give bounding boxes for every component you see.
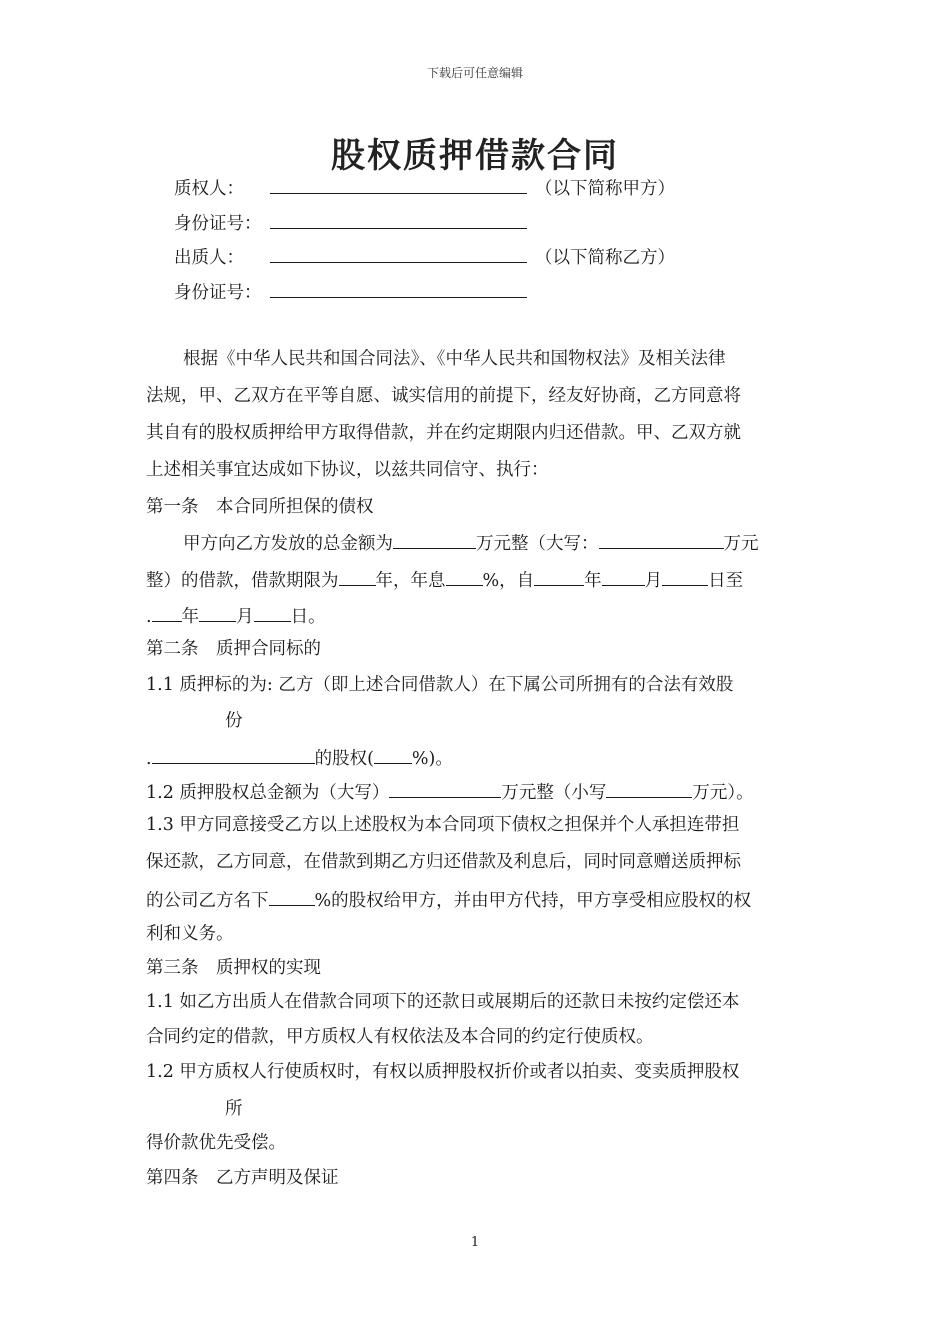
term-blank[interactable] <box>339 565 376 586</box>
text: . <box>146 607 152 627</box>
text: . <box>146 749 152 769</box>
preamble-line: 上述相关事宜达成如下协议，以兹共同信守、执行： <box>146 460 549 480</box>
clause-2-3-line-4: 利和义务。 <box>146 924 234 944</box>
preamble-line: 根据《中华人民共和国合同法》、《中华人民共和国物权法》及相关法律 <box>183 349 726 369</box>
text: 整）的借款，借款期限为 <box>146 571 339 591</box>
text: 年 <box>181 607 200 627</box>
company-blank[interactable] <box>152 743 315 764</box>
text: 万元 <box>723 534 759 554</box>
text: 甲方向乙方发放的总金额为 <box>183 534 393 554</box>
pledgor-blank[interactable] <box>270 242 527 263</box>
article-2-heading: 第二条 质押合同标的 <box>146 639 321 659</box>
header-note: 下载后可任意编辑 <box>426 66 523 80</box>
text: 日。 <box>290 607 326 627</box>
clause-2-1-wrap: 份 <box>225 711 243 731</box>
clause-2-3: 保还款，乙方同意，在借款到期乙方归还借款及利息后，同时同意赠送质押标 <box>146 852 741 872</box>
id1-row <box>174 208 527 234</box>
clause-2-3-line-3 <box>146 885 751 911</box>
id1-blank[interactable] <box>270 208 527 229</box>
start-day-blank[interactable] <box>662 565 708 586</box>
text: %的股权给甲方，并由甲方代持，甲方享受相应股权的权 <box>314 891 752 911</box>
article-1-line-2 <box>146 565 743 591</box>
pledge-amount-figures-blank[interactable] <box>606 777 692 798</box>
text: 万元）。 <box>692 783 754 803</box>
pledgor-label: 出质人： <box>174 248 244 268</box>
end-year-blank[interactable] <box>152 601 182 622</box>
clause-3-1: 1.1 如乙方出质人在借款合同项下的还款日或展期后的还款日未按约定偿还本 <box>146 992 740 1012</box>
clause-3-2-wrap: 所 <box>225 1099 243 1119</box>
id1-label: 身份证号： <box>174 214 262 234</box>
start-month-blank[interactable] <box>602 565 645 586</box>
article-1-heading: 第一条 本合同所担保的债权 <box>146 497 374 517</box>
pledgee-row <box>174 173 675 199</box>
interest-blank[interactable] <box>446 565 483 586</box>
clause-3-2-line-3: 得价款优先受偿。 <box>146 1133 286 1153</box>
amount-words-blank[interactable] <box>599 528 724 549</box>
text: 1.2 质押股权总金额为（大写） <box>146 783 390 803</box>
pledgee-label: 质权人： <box>174 179 244 199</box>
article-3-heading: 第三条 质押权的实现 <box>146 958 321 978</box>
text: 万元整（小写 <box>501 783 607 803</box>
text: %)。 <box>411 749 453 769</box>
text: 日至 <box>708 571 744 591</box>
page-number: 1 <box>470 1235 480 1250</box>
article-1-line-1 <box>183 528 759 554</box>
pledgor-row <box>174 242 675 268</box>
end-month-blank[interactable] <box>199 601 236 622</box>
text: %，自 <box>482 571 535 591</box>
preamble-line: 其自有的股权质押给甲方取得借款，并在约定期限内归还借款。甲、乙双方就 <box>146 423 741 443</box>
text: 的股权( <box>314 749 374 769</box>
text: 的公司乙方名下 <box>146 891 269 911</box>
pledgee-blank[interactable] <box>270 173 527 194</box>
id2-row <box>174 277 527 303</box>
equity-pct-blank[interactable] <box>374 743 412 764</box>
pledge-amount-words-blank[interactable] <box>389 777 501 798</box>
document-title: 股权质押借款合同 <box>331 136 619 176</box>
text: 年，年息 <box>375 571 446 591</box>
clause-2-3: 1.3 甲方同意接受乙方以上述股权为本合同项下债权之担保并个人承担连带担 <box>146 815 740 835</box>
pledgee-suffix: （以下简称甲方） <box>535 179 675 199</box>
text: 月 <box>236 607 254 627</box>
clause-2-1-line-2 <box>146 743 453 769</box>
id2-blank[interactable] <box>270 277 527 298</box>
clause-2-1: 1.1 质押标的为: 乙方（即上述合同借款人）在下属公司所拥有的合法有效股 <box>146 675 734 695</box>
preamble-line: 法规，甲、乙双方在平等自愿、诚实信用的前提下，经友好协商，乙方同意将 <box>146 386 741 406</box>
text: 月 <box>644 571 663 591</box>
clause-3-2: 1.2 甲方质权人行使质权时，有权以质押股权折价或者以拍卖、变卖质押股权 <box>146 1062 740 1082</box>
text: 万元整（大写： <box>476 534 599 554</box>
article-4-heading: 第四条 乙方声明及保证 <box>146 1168 339 1188</box>
clause-2-2 <box>146 777 754 803</box>
start-year-blank[interactable] <box>534 565 584 586</box>
gift-pct-blank[interactable] <box>269 885 315 906</box>
pledgor-suffix: （以下简称乙方） <box>535 248 675 268</box>
id2-label: 身份证号： <box>174 283 262 303</box>
amount-blank[interactable] <box>393 528 476 549</box>
text: 年 <box>584 571 602 591</box>
clause-3-1: 合同约定的借款，甲方质权人有权依法及本合同的约定行使质权。 <box>146 1027 654 1047</box>
article-1-line-3 <box>146 601 326 627</box>
end-day-blank[interactable] <box>254 601 291 622</box>
